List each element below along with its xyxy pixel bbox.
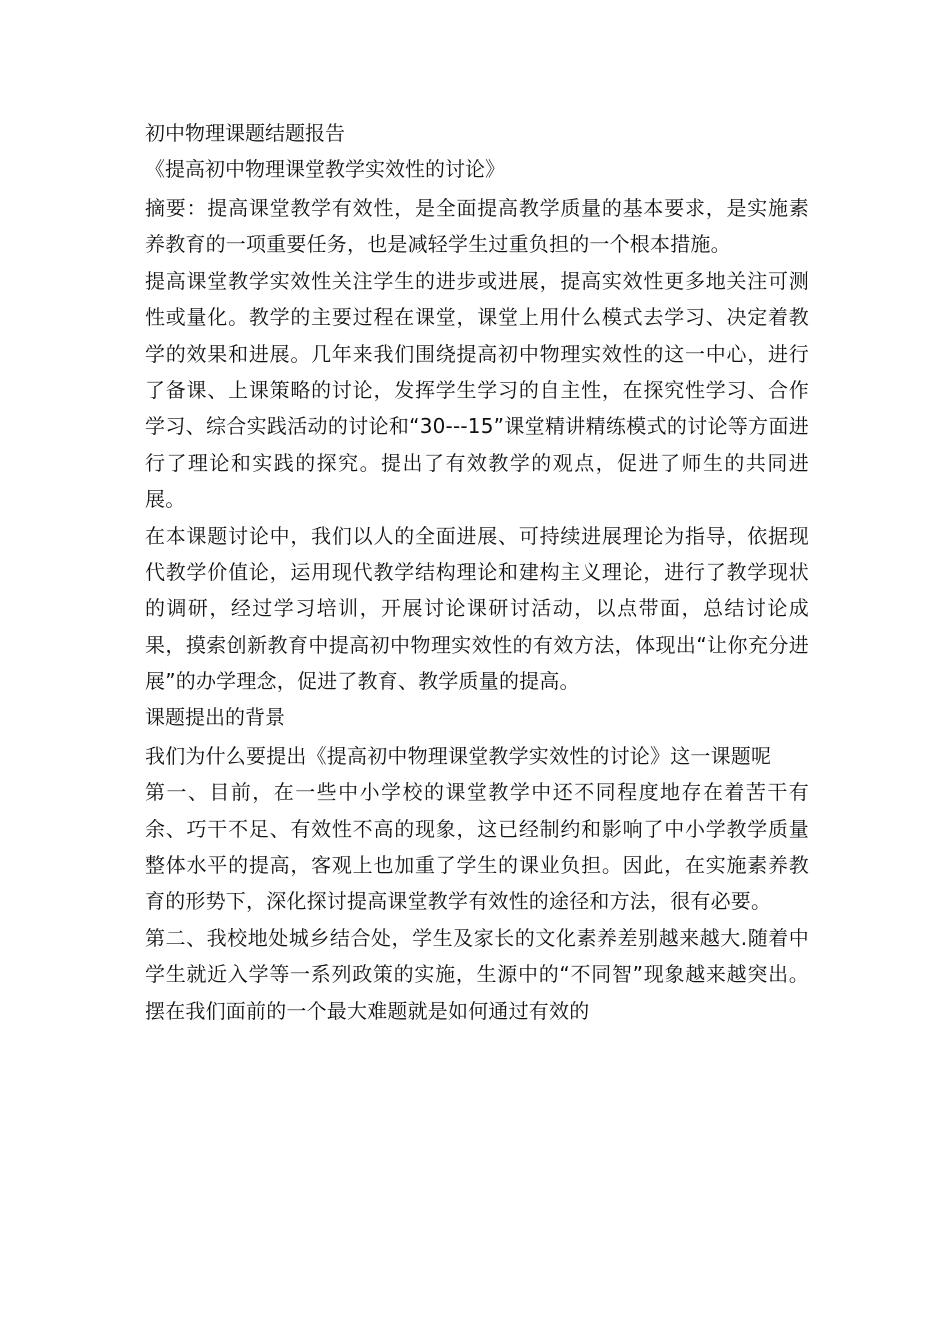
point-2-paragraph: 第二、我校地处城乡结合处，学生及家长的文化素养差别越来越大.随着中学生就近入学等一系列政策的实施，生源中的“不同智”现象越来越突出。摆在我们面前的一个最大难题就是如何通过有效的 (145, 925, 809, 1023)
report-title: 初中物理课题结题报告 (145, 121, 345, 145)
document-page (145, 118, 809, 1029)
body-paragraph-2: 在本课题讨论中，我们以人的全面进展、可持续进展理论为指导，依据现代教学价值论，运用现代教学结构理论和建构主义理论，进行了教学现状的调研，经过学习培训，开展讨论课研讨活动，以点带面，总结讨论成果，摸索创新教育中提高初中物理实效性的有效方法，体现出“让你充分进展”的办学理念，促进了教育、教学质量的提高。 (145, 523, 809, 694)
point-1-paragraph: 第一、目前，在一些中小学校的课堂教学中还不同程度地存在着苦干有余、巧干不足、有效性不高的现象，这已经制约和影响了中小学教学质量整体水平的提高，客观上也加重了学生的课业负担。因此，在实施素养教育的形势下，深化探讨提高课堂教学有效性的途径和方法，很有必要。 (145, 780, 809, 914)
report-subtitle: 《提高初中物理课堂教学实效性的讨论》 (145, 157, 505, 181)
question-paragraph: 我们为什么要提出《提高初中物理课堂教学实效性的讨论》这一课题呢 (145, 743, 772, 768)
body-paragraph-1: 提高课堂教学实效性关注学生的进步或进展，提高实效性更多地关注可测性或量化。教学的主要过程在课堂，课堂上用什么模式去学习、决定着教学的效果和进展。几年来我们围绕提高初中物理实效性的这一中心，进行了备课、上课策略的讨论，发挥学生学习的自主性，在探究性学习、合作学习、综合实践活动的讨论和“30---15”课堂精讲精练模式的讨论等方面进行了理论和实践的探究。提出了有效教学的观点，促进了师生的共同进展。 (145, 268, 809, 512)
abstract-paragraph: 摘要：提高课堂教学有效性，是全面提高教学质量的基本要求，是实施素养教育的一项重要任务，也是减轻学生过重负担的一个根本措施。 (145, 196, 809, 257)
section-heading: 课题提出的背景 (145, 704, 285, 729)
